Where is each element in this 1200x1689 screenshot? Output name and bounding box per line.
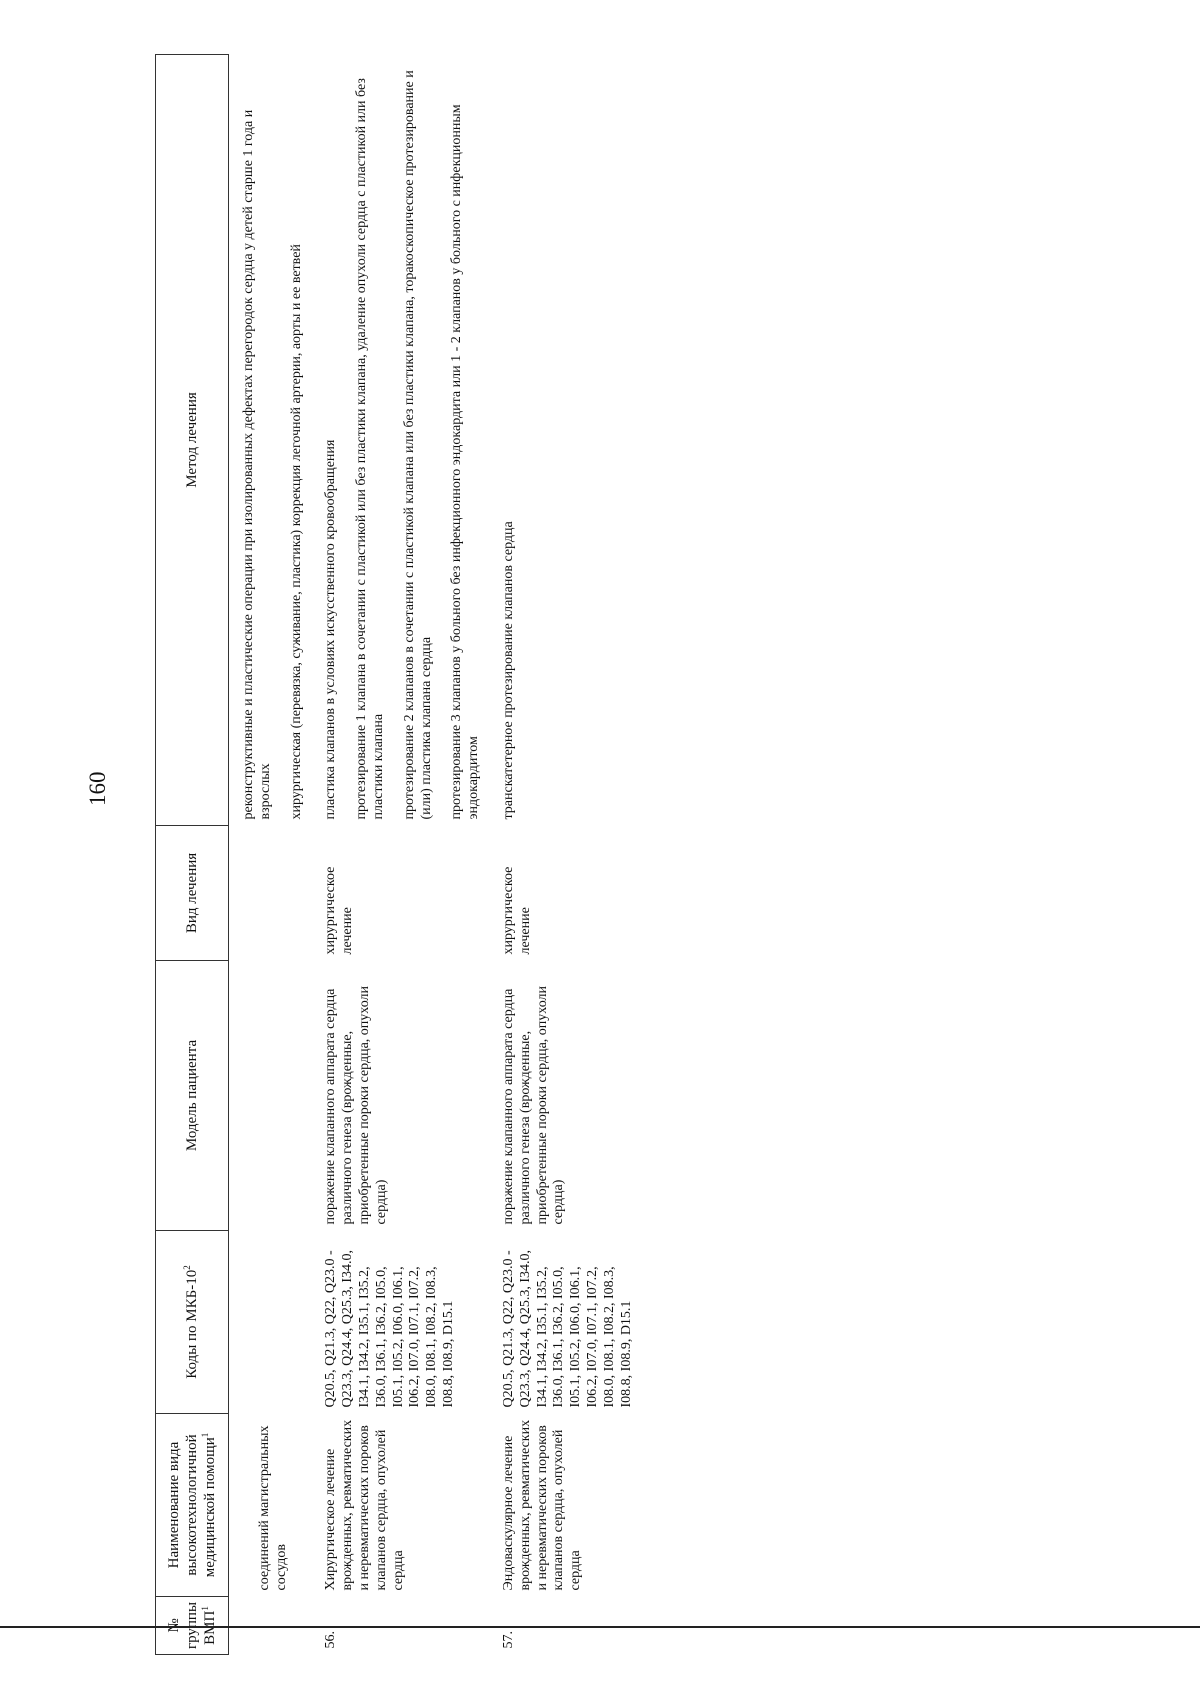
method-item: пластика клапанов в условиях искусственного кровообращения (323, 439, 339, 820)
row-methods (319, 55, 497, 826)
table-row-57 (497, 55, 635, 1655)
method-item: транскатетерное протезирование клапанов сердца (500, 521, 516, 820)
method-item: протезирование 1 клапана в сочетании с пластикой или без пластики клапана, удаление опухоли сердца с пластикой или без пластики клапана (354, 78, 386, 820)
vmp-table (155, 54, 635, 1655)
table-header (156, 55, 229, 1655)
row-model: поражение клапанного аппарата сердца различного генеза (врожденные, приобретенные пороки сердца, опухоли сердца) (500, 985, 567, 1225)
row-codes: Q20.5, Q21.3, Q22, Q23.0 - Q23.3, Q24.4, Q25.3, I34.0, I34.1, I34.2, I35.1, I35.2, I36.0, I36.1, I36.2, I05.0, I05.1, I05.2, I06.0, I06.1, I06.2, I07.0, I07.1, I07.2, I08.0, I08.1, I08.2, I08.3, I08.8, I08.9, D15.1 (500, 1250, 634, 1408)
method-item: протезирование 2 клапанов в сочетании с пластикой клапана или без пластики клапана, торакоскопическое протезирование и (или) пластика клапана сердца (401, 70, 434, 820)
method-item: протезирование 3 клапанов у больного без инфекционного эндокардита или 1 - 2 клапанов у больного с инфекционным эндокардитом (449, 104, 482, 820)
row-name: Эндоваскулярное лечение врожденных, ревматических и неревматических пороков клапанов сердца, опухолей сердца (500, 1419, 584, 1591)
row-type: хирургическое лечение (323, 866, 356, 955)
header-num: 1 (156, 1597, 229, 1655)
page-bottom-rule (0, 1626, 1200, 1628)
header-method: Метод лечения (156, 55, 229, 826)
table-row-56 (319, 55, 497, 1655)
row-model: поражение клапанного аппарата сердца различного генеза (врожденные, приобретенные пороки сердца, опухоли сердца) (323, 985, 389, 1225)
row-num: 57. (500, 1631, 516, 1649)
rotated-page-content (155, 55, 680, 1655)
page-number: 160 (85, 771, 110, 806)
row-codes: Q20.5, Q21.3, Q22, Q23.0 - Q23.3, Q24.4, Q25.3, I34.0, I34.1, I34.2, I35.1, I35.2, I36.0, I36.1, I36.2, I05.0, I05.1, I05.2, I06.0, I06.1, I06.2, I07.0, I07.1, I07.2, I08.0, I08.1, I08.2, I08.3, I08.8, I08.9, D15.1 (323, 1250, 456, 1408)
row-num: 56. (323, 1631, 339, 1649)
header-codes: Коды по МКБ-$10^2$ (156, 1231, 229, 1414)
table-row-continuation (241, 55, 319, 1655)
row-methods (497, 55, 635, 826)
row-name: Хирургическое лечение врожденных, ревматических и неревматических пороков клапанов сердца, опухолей сердца (323, 1419, 406, 1591)
method-item: реконструктивные и пластические операции при изолированных дефектах перегородок сердца у детей старше 1 года и взрослых (241, 109, 273, 820)
header-model: Модель пациента (156, 961, 229, 1231)
continuation-name: соединений магистральных сосудов (257, 1425, 289, 1591)
method-item: хирургическая (перевязка, суживание, пластика) коррекция легочной артерии, аорты и ее ветвей (288, 244, 304, 820)
continuation-methods (241, 55, 319, 826)
row-type: хирургическое лечение (500, 866, 533, 955)
header-type: Вид лечения (156, 826, 229, 961)
header-name: Наименование вида высокотехнологичной медицинской помощи$^1$ (156, 1414, 229, 1597)
